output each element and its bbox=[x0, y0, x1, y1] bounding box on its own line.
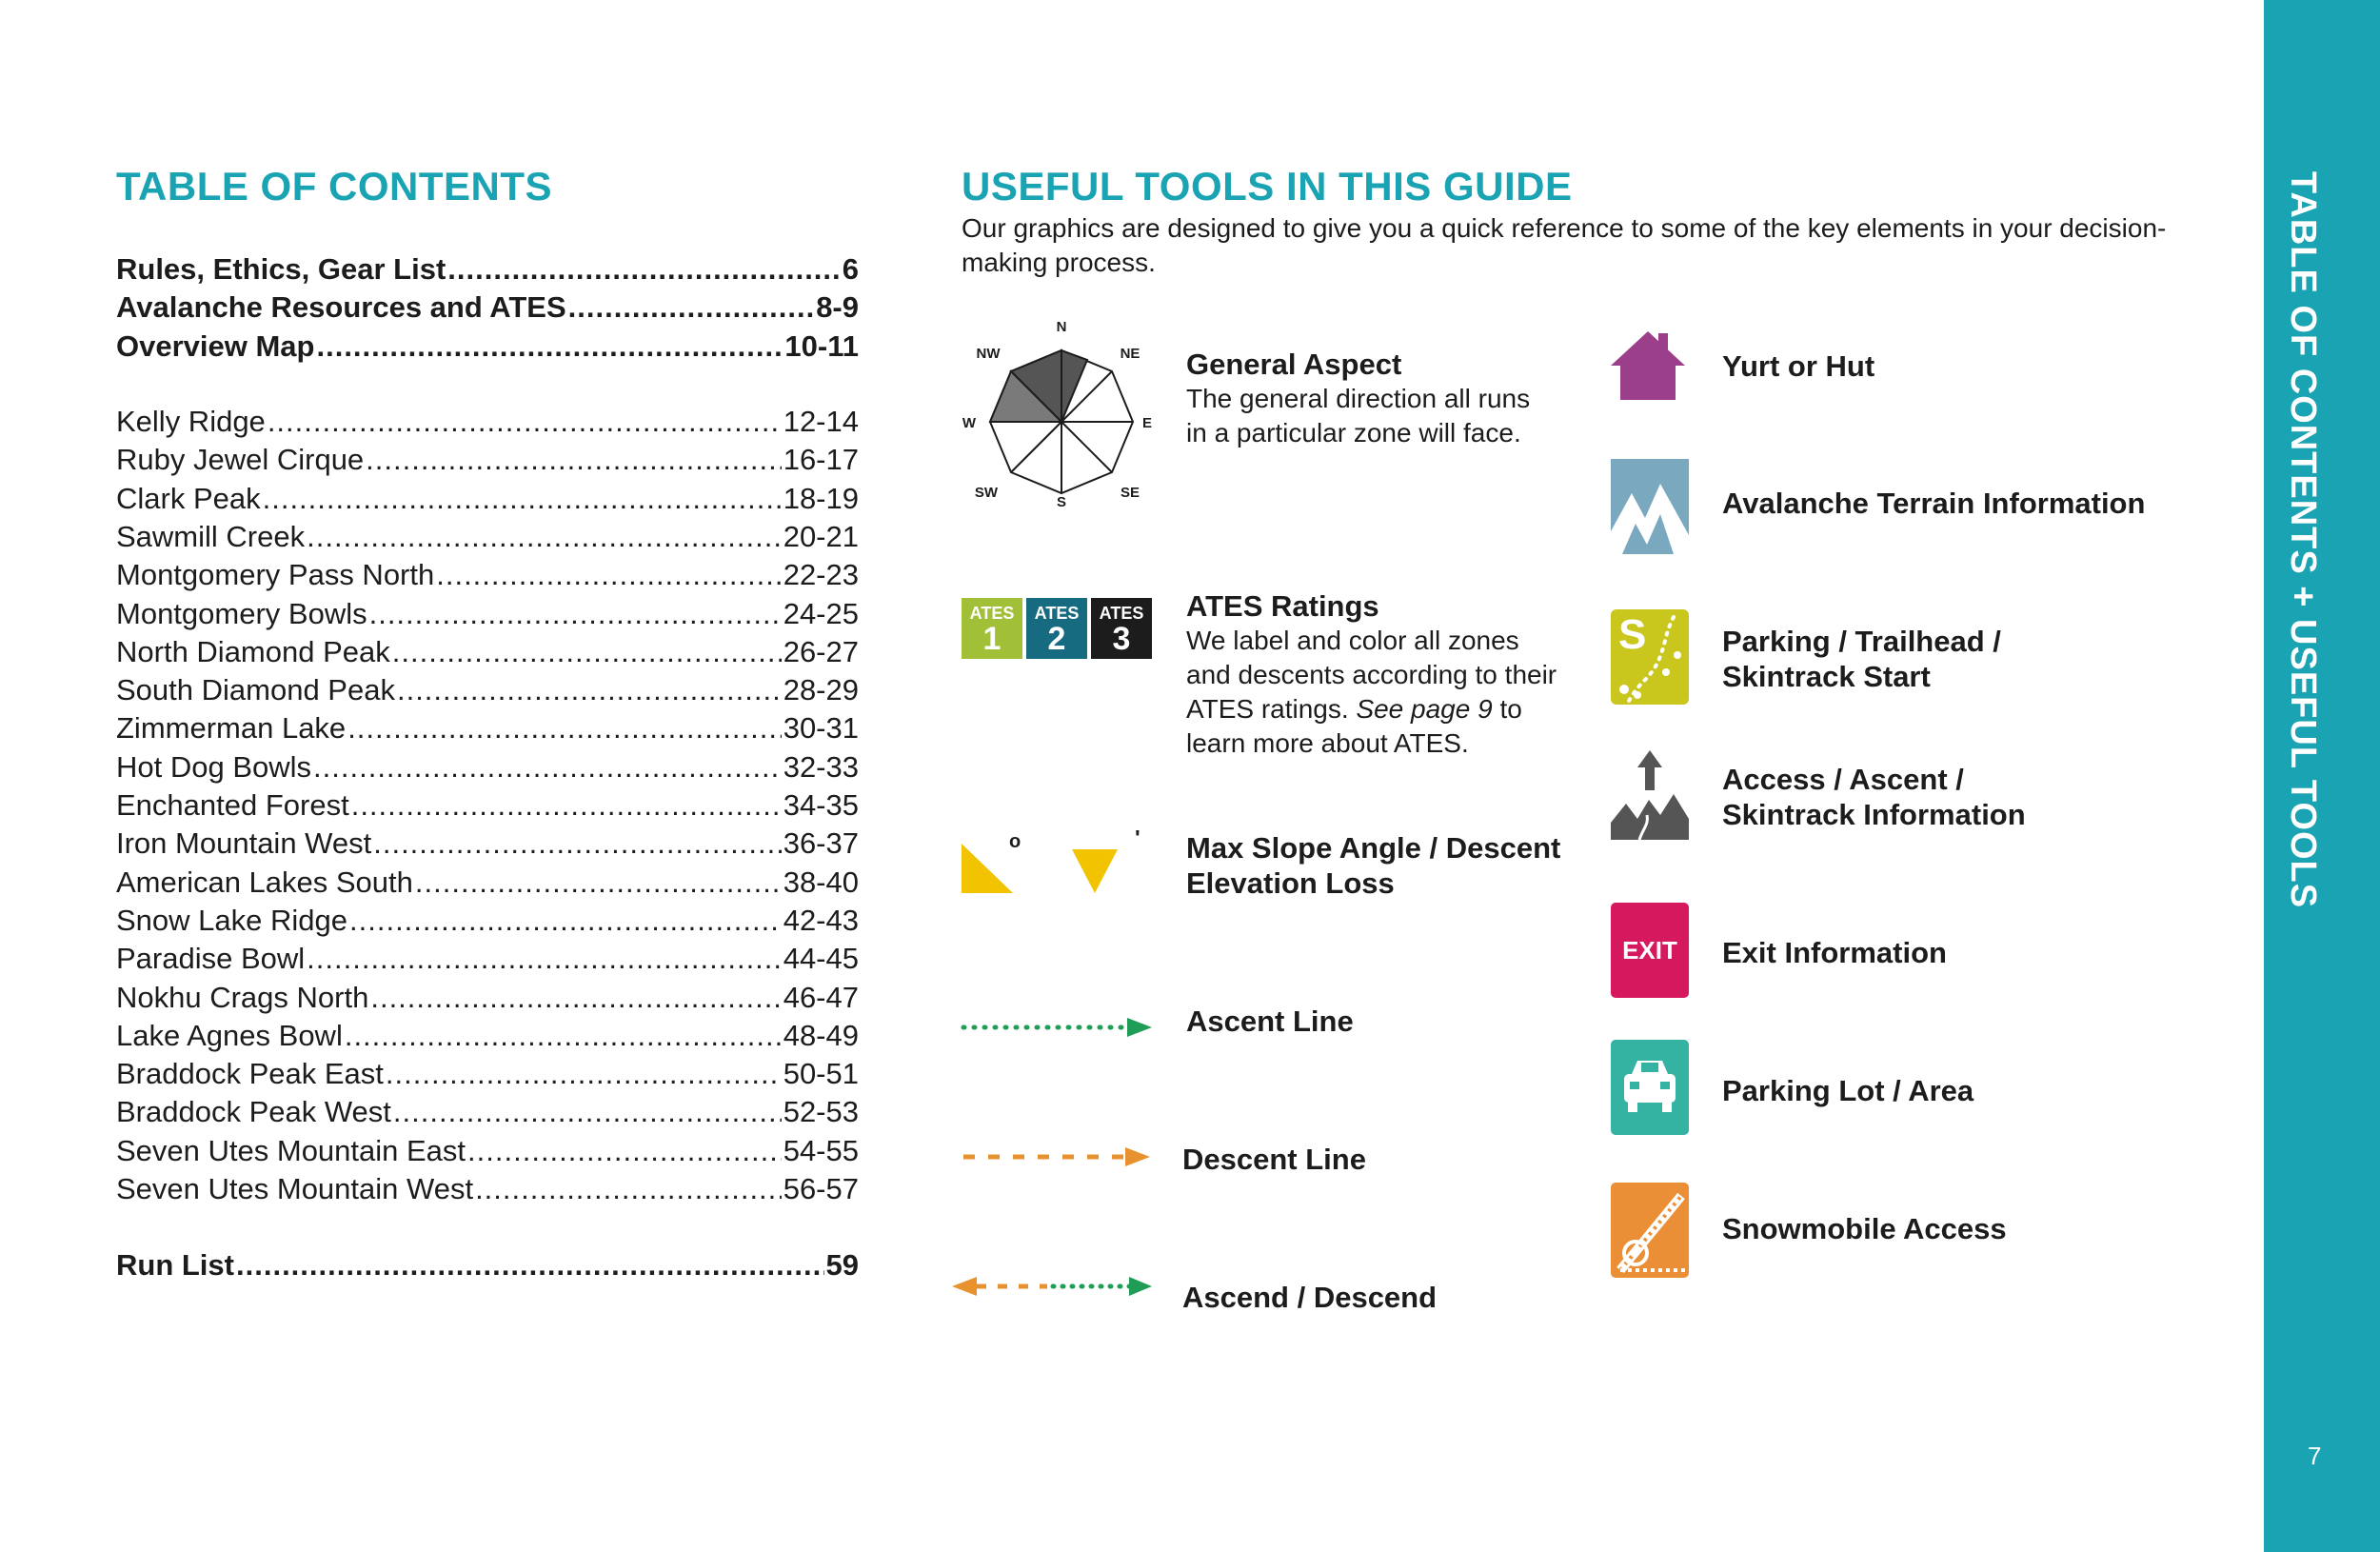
toc-entry-pages: 6 bbox=[842, 252, 859, 286]
toc-entry-leader bbox=[316, 328, 783, 365]
ates-description: We label and color all zones and descents according to their ATES ratings. See page 9 to learn more about ATES. bbox=[1186, 626, 1557, 758]
compass-w: W bbox=[962, 415, 977, 431]
toc-entry-pages: 36-37 bbox=[783, 826, 859, 861]
toc-entry-title: Montgomery Bowls bbox=[116, 596, 367, 630]
toc-entry-leader bbox=[415, 865, 782, 901]
toc-entry-pages: 18-19 bbox=[783, 481, 859, 515]
parking-lot-label: Parking Lot / Area bbox=[1722, 1074, 1974, 1107]
ascent-line-label: Ascent Line bbox=[1186, 1005, 1354, 1038]
toc-entry-pages: 24-25 bbox=[783, 596, 859, 630]
aspect-title: General Aspect bbox=[1186, 348, 1402, 381]
toc-entry-title: Enchanted Forest bbox=[116, 788, 349, 822]
toc-entry bbox=[116, 1171, 859, 1207]
toc-entry-pages: 32-33 bbox=[783, 749, 859, 784]
toc-entry bbox=[116, 557, 859, 593]
descent-line-icon bbox=[960, 1143, 1161, 1171]
ascend-descend-label: Ascend / Descend bbox=[1182, 1281, 1438, 1314]
toc-entry-leader bbox=[307, 519, 782, 555]
toc-entry-leader bbox=[392, 634, 782, 670]
toc-entry-pages: 54-55 bbox=[783, 1133, 859, 1167]
toc-entry-leader bbox=[397, 672, 782, 708]
toc-entry-pages: 48-49 bbox=[783, 1018, 859, 1052]
aspect-compass-icon bbox=[962, 312, 1161, 512]
compass-se: SE bbox=[1120, 485, 1140, 501]
toc-entry-leader bbox=[370, 980, 781, 1016]
toc-entry bbox=[116, 328, 859, 365]
toc-entry bbox=[116, 251, 859, 288]
toc-entry bbox=[116, 634, 859, 670]
toc-entry-pages: 38-40 bbox=[783, 865, 859, 899]
toc-entry-title: Braddock Peak East bbox=[116, 1057, 384, 1091]
toc-entry bbox=[116, 1018, 859, 1054]
toc-entry bbox=[116, 1247, 859, 1283]
trailhead-label: Parking / Trailhead / Skintrack Start bbox=[1722, 625, 2001, 693]
toc-entry-title: Rules, Ethics, Gear List bbox=[116, 252, 446, 286]
toc-entry bbox=[116, 749, 859, 786]
toc-entry-leader bbox=[307, 941, 782, 977]
toc-entry-leader bbox=[475, 1171, 782, 1207]
toc-entry-pages: 28-29 bbox=[783, 673, 859, 707]
aspect-description: The general direction all runs in a particular zone will face. bbox=[1186, 384, 1531, 448]
toc-entry-title: South Diamond Peak bbox=[116, 673, 395, 707]
toc-entry-title: Seven Utes Mountain West bbox=[116, 1172, 474, 1205]
toc-entry bbox=[116, 941, 859, 977]
access-ascent-label: Access / Ascent / Skintrack Information bbox=[1722, 763, 2026, 831]
ates-block bbox=[1186, 588, 1557, 761]
toc-entry-leader bbox=[366, 442, 782, 478]
toc-entry-title: Avalanche Resources and ATES bbox=[116, 290, 566, 325]
toc-entry-leader bbox=[313, 749, 782, 786]
toc-entry-pages: 34-35 bbox=[783, 788, 859, 822]
descent-line-label: Descent Line bbox=[1182, 1143, 1366, 1176]
toc-entry-pages: 46-47 bbox=[783, 980, 859, 1014]
toc-entry-title: Montgomery Pass North bbox=[116, 558, 435, 592]
toc-entry-title: Paradise Bowl bbox=[116, 942, 306, 976]
ates-badges bbox=[962, 598, 1152, 659]
toc-entry-title: Sawmill Creek bbox=[116, 519, 306, 553]
compass-sw: SW bbox=[974, 485, 999, 501]
toc-entry bbox=[116, 1094, 859, 1130]
toc-entry-pages: 59 bbox=[825, 1248, 859, 1282]
sidebar-title: TABLE OF CONTENTS + USEFUL TOOLS bbox=[2283, 171, 2323, 909]
toc-heading: TABLE OF CONTENTS bbox=[116, 164, 553, 209]
toc-entry-title: Clark Peak bbox=[116, 481, 261, 515]
foot-mark: ' bbox=[1135, 830, 1140, 851]
toc-entry-title: Lake Agnes Bowl bbox=[116, 1018, 343, 1052]
toc-entry-leader bbox=[436, 557, 781, 593]
snowmobile-label: Snowmobile Access bbox=[1722, 1212, 2007, 1245]
toc-entry bbox=[116, 289, 859, 326]
toc-entry-title: Zimmerman Lake bbox=[116, 711, 347, 746]
degree-mark: o bbox=[1009, 831, 1021, 852]
toc-entry-pages: 10-11 bbox=[784, 328, 859, 363]
toc-entry bbox=[116, 1056, 859, 1092]
toc-entry-pages: 50-51 bbox=[783, 1057, 859, 1091]
toc-entry-title: Run List bbox=[116, 1248, 234, 1282]
toc-entry-pages: 56-57 bbox=[783, 1172, 859, 1205]
compass-s: S bbox=[1056, 494, 1067, 510]
toc-entry-leader bbox=[268, 404, 782, 440]
tools-intro: Our graphics are designed to give you a quick reference to some of the key elements in your decision-making process. bbox=[962, 213, 2167, 277]
ascent-line-icon bbox=[960, 1013, 1161, 1042]
toc-entry-pages: 44-45 bbox=[783, 942, 859, 976]
ascend-descend-line-icon bbox=[948, 1272, 1160, 1301]
trailhead-icon-letter: S bbox=[1618, 611, 1647, 658]
toc-entry-pages: 12-14 bbox=[783, 405, 859, 438]
toc-entry-leader bbox=[393, 1094, 782, 1130]
compass-nw: NW bbox=[976, 346, 1001, 362]
toc-entry bbox=[116, 903, 859, 939]
exit-label: Exit Information bbox=[1722, 936, 1947, 969]
exit-icon: EXIT bbox=[1611, 903, 1689, 998]
toc-entry-pages: 8-9 bbox=[816, 290, 859, 325]
toc-entry-leader bbox=[447, 251, 840, 288]
toc-entry-title: Snow Lake Ridge bbox=[116, 903, 347, 937]
toc-entry-title: Iron Mountain West bbox=[116, 826, 372, 861]
toc-entry bbox=[116, 1133, 859, 1169]
ates-2-badge-icon: ATES 2 bbox=[1026, 598, 1087, 659]
yurt-hut-label: Yurt or Hut bbox=[1722, 349, 1875, 383]
toc-entry-pages: 42-43 bbox=[783, 903, 859, 937]
toc-entry bbox=[116, 404, 859, 440]
toc-entry-title: Overview Map bbox=[116, 328, 315, 363]
toc-entry-title: Braddock Peak West bbox=[116, 1095, 391, 1129]
ates-title: ATES Ratings bbox=[1186, 589, 1379, 623]
toc-entry bbox=[116, 442, 859, 478]
toc-entry-title: Kelly Ridge bbox=[116, 405, 266, 438]
toc-entry bbox=[116, 481, 859, 517]
toc-entry-title: Nokhu Crags North bbox=[116, 980, 369, 1014]
slope-title: Max Slope Angle / Descent Elevation Loss bbox=[1186, 831, 1561, 900]
toc-entry bbox=[116, 826, 859, 862]
avalanche-terrain-label: Avalanche Terrain Information bbox=[1722, 487, 2146, 520]
toc-entry bbox=[116, 596, 859, 632]
access-ascent-icon bbox=[1611, 748, 1689, 840]
toc-entry-title: American Lakes South bbox=[116, 865, 413, 899]
toc-entry-title: Ruby Jewel Cirque bbox=[116, 443, 365, 477]
aspect-block bbox=[1186, 347, 1538, 450]
toc-entry-title: Hot Dog Bowls bbox=[116, 749, 312, 784]
tools-heading: USEFUL TOOLS IN THIS GUIDE bbox=[962, 164, 1573, 209]
toc-entry-pages: 52-53 bbox=[783, 1095, 859, 1129]
parking-lot-icon bbox=[1611, 1040, 1689, 1135]
toc-entry-leader bbox=[568, 289, 815, 326]
toc-entry-pages: 20-21 bbox=[783, 519, 859, 553]
ates-3-badge-icon: ATES 3 bbox=[1091, 598, 1152, 659]
compass-n: N bbox=[1056, 319, 1067, 335]
toc-entry-leader bbox=[467, 1133, 782, 1169]
toc-entry-leader bbox=[369, 596, 782, 632]
compass-e: E bbox=[1141, 415, 1153, 431]
toc-entry-leader bbox=[373, 826, 781, 862]
toc-entry-leader bbox=[263, 481, 782, 517]
toc-entry-title: North Diamond Peak bbox=[116, 634, 390, 668]
toc-entry bbox=[116, 980, 859, 1016]
toc-entry-leader bbox=[345, 1018, 782, 1054]
yurt-hut-icon bbox=[1609, 329, 1687, 402]
toc-entry bbox=[116, 672, 859, 708]
ates-1-badge-icon: ATES 1 bbox=[962, 598, 1022, 659]
avalanche-terrain-icon bbox=[1611, 459, 1689, 554]
trailhead-icon bbox=[1611, 609, 1689, 705]
toc-entry-leader bbox=[347, 710, 782, 746]
toc-entry-pages: 16-17 bbox=[783, 443, 859, 477]
toc-entry bbox=[116, 710, 859, 746]
toc-entry-leader bbox=[349, 903, 782, 939]
page-number: 7 bbox=[2308, 1442, 2322, 1470]
snowmobile-icon bbox=[1611, 1183, 1689, 1278]
toc-entry-leader bbox=[386, 1056, 782, 1092]
toc-entry bbox=[116, 787, 859, 824]
toc-entry bbox=[116, 865, 859, 901]
toc-entry-title: Seven Utes Mountain East bbox=[116, 1133, 466, 1167]
toc-entry-leader bbox=[351, 787, 782, 824]
toc-entry-pages: 30-31 bbox=[783, 711, 859, 746]
toc-entry-leader bbox=[236, 1247, 824, 1283]
slope-angle-icon bbox=[960, 830, 1169, 899]
compass-ne: NE bbox=[1120, 346, 1140, 362]
toc-entry-pages: 22-23 bbox=[783, 558, 859, 592]
toc-entry-pages: 26-27 bbox=[783, 634, 859, 668]
toc-entry bbox=[116, 519, 859, 555]
